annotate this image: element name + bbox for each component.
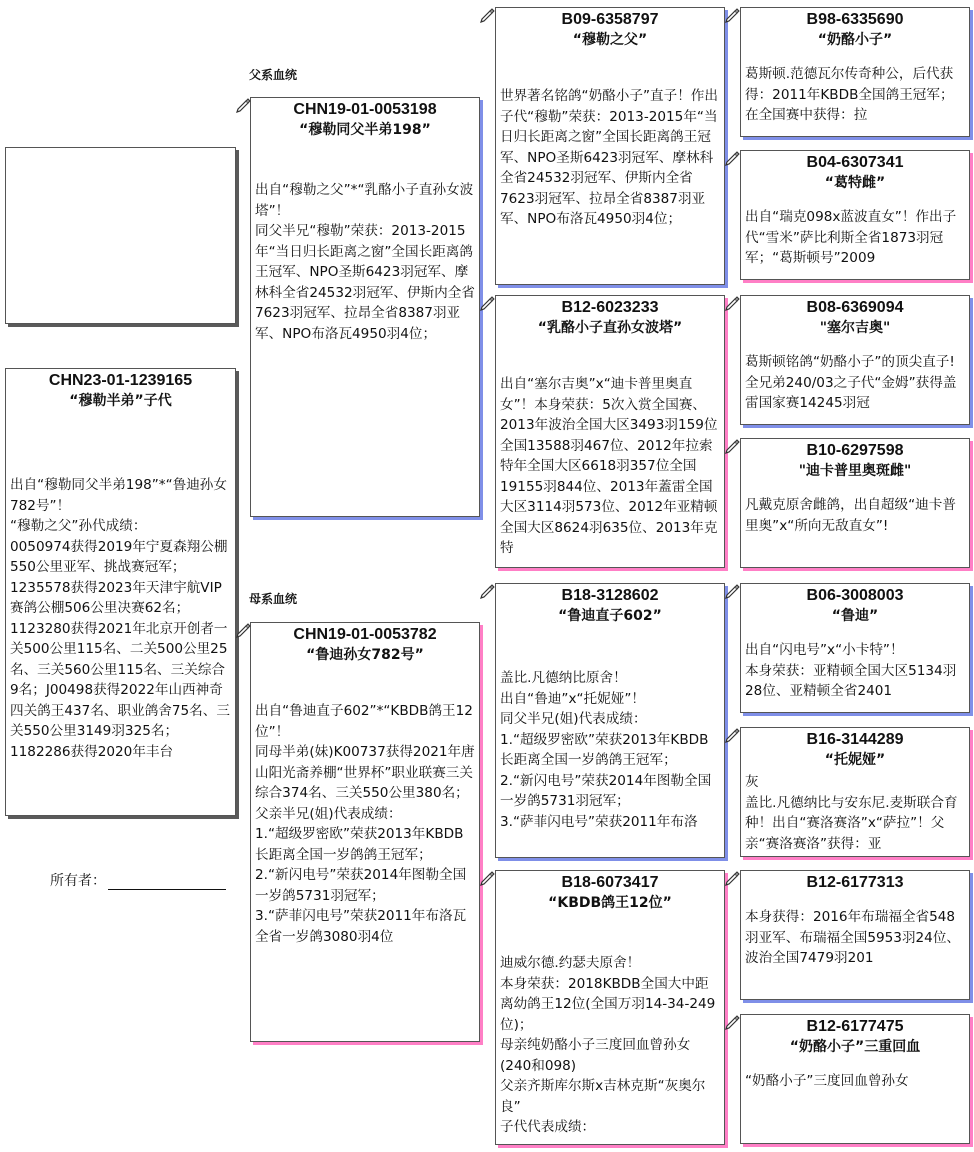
dss-card [740, 583, 970, 713]
sdd-card [740, 438, 970, 568]
edit-pen-icon[interactable] [479, 870, 495, 886]
dss-ring-number: B06-3008003 [806, 587, 904, 604]
dss-description: 出自“闪电号”x“小卡特”！ 本身荣获：亚精顿全国大区5134羽28位、亚精顿全省2401 [745, 642, 957, 699]
sire-sire-ring-number: B09-6358797 [561, 11, 659, 28]
sire-dam-card [495, 295, 725, 568]
sire-name: “穆勒同父半弟198” [299, 122, 431, 138]
dam-dam-name: “KBDB鸽王12位” [548, 895, 672, 911]
dsd-ring-number: B16-3144289 [806, 731, 904, 748]
owner-field [50, 870, 226, 890]
paternal-label: 父系血统 [249, 68, 298, 82]
dsd-card [740, 727, 970, 857]
dsd-description: 灰 盖比.凡德纳比与安东尼.麦斯联合育种！出自“赛洛赛洛”x“萨拉”！父亲“赛洛赛洛”获得：亚 [745, 774, 958, 852]
sire-card [250, 97, 480, 517]
subject-card [5, 368, 236, 816]
sdd-name: "迪卡普里奥斑雌" [798, 463, 912, 479]
edit-pen-icon[interactable] [724, 150, 740, 166]
edit-pen-icon[interactable] [235, 622, 251, 638]
edit-pen-icon[interactable] [724, 438, 740, 454]
edit-pen-icon[interactable] [724, 727, 740, 743]
pigeon-photo-frame [5, 147, 236, 324]
sire-sire-description: 世界著名铭鸽“奶酪小子”直子！作出子代“穆勒”荣获：2013-2015年“当日归长距离之窗”全国长距离鸽王冠军、NPO圣斯6423羽冠军、摩林科全省24532羽冠军、伊斯内全省7623羽冠军、拉昂全省8387羽亚军、NPO布洛瓦4950羽4位； [500, 88, 718, 227]
sds-description: 葛斯顿铭鸽“奶酪小子”的顶尖直子!全兄弟240/03之子代“金姆”获得盖雷国家赛14245羽冠 [745, 354, 957, 411]
subject-description: 出自“穆勒同父半弟198”*“鲁迪孙女782号”！ “穆勒之父”孙代成绩： 0050974获得2019年宁夏森翔公棚550公里亚军、挑战赛冠军； 1235578获得2023年天津宇航VIP赛鸽公棚506公里决赛62名； 1123280获得2021年北京开创者一关500公里115名、二关500公里25名、三关560公里115名、三关综合9名；J00498获得2022年山西神奇四关鸽王437名、职业鸽舍75名、三关550公里3149羽325名； 1182286获得2020年丰台 [10, 477, 230, 760]
ddd-card [740, 1014, 970, 1144]
sire-description: 出自“穆勒之父”*“乳酪小子直孙女波塔”！ 同父半兄“穆勒”荣获：2013-2015年“当日归长距离之窗”全国长距离鸽王冠军、NPO圣斯6423羽冠军、摩林科全省24532羽冠军、伊斯内全省7623羽冠军、拉昂全省8387羽亚军、NPO布洛瓦4950羽4位； [255, 182, 475, 342]
sdd-description: 凡戴克原舍雌鸽，出自超级“迪卡普里奥”x“所向无敌直女”! [745, 497, 956, 534]
sire-dam-name: “乳酪小子直孙女波塔” [537, 320, 683, 336]
subject-ring-number: CHN23-01-1239165 [48, 372, 193, 389]
ddd-ring-number: B12-6177475 [806, 1018, 904, 1035]
ssd-name: “葛特雌” [824, 175, 886, 191]
sds-name: "塞尔吉奥" [819, 320, 891, 336]
ssd-ring-number: B04-6307341 [806, 154, 904, 171]
dam-description: 出自“鲁迪直子602”*“KBDB鸽王12位”！ 同母半弟(妹)K00737获得2021年唐山阳光斋养棚“世界杯”职业联赛三关综合374名、三关550公里380名； 父亲半兄(姐)代表成绩： 1.“超级罗密欧”荣获2013年KBDB长距离全国一岁鸽鸽王冠军； 2.“新闪电号”荣获2014年图勒全国一岁鸽5731羽冠军； 3.“萨菲闪电号”荣获2011年布洛瓦全省一岁鸽3080羽4位 [255, 703, 475, 945]
owner-label: 所有者： [50, 873, 106, 889]
edit-pen-icon[interactable] [724, 870, 740, 886]
sss-card [740, 7, 970, 137]
sire-dam-description: 出自“塞尔吉奥”x“迪卡普里奥直女”！本身荣获：5次入赏全国赛、2013年波治全国大区3493羽159位全国13588羽467位、2012年拉索特年全国大区6618羽357位全国19155羽844位、2013年蓋雷全国大区3114羽573位、2012年亚精顿全国大区8624羽635位、2013年克特 [500, 376, 718, 556]
edit-pen-icon[interactable] [479, 583, 495, 599]
sss-description: 葛斯顿.范德瓦尔传奇种公，后代获得：2011年KBDB全国鸽王冠军；在全国赛中获得：拉 [745, 66, 954, 123]
owner-line [108, 875, 226, 890]
sire-sire-name: “穆勒之父” [572, 32, 648, 48]
maternal-label: 母系血统 [249, 592, 298, 606]
dam-name: “鲁迪孙女782号” [306, 647, 424, 663]
dds-card [740, 870, 970, 1000]
sss-ring-number: B98-6335690 [806, 11, 904, 28]
dds-ring-number: B12-6177313 [806, 874, 904, 891]
dam-dam-ring-number: B18-6073417 [561, 874, 659, 891]
sdd-ring-number: B10-6297598 [806, 442, 904, 459]
dam-ring-number: CHN19-01-0053782 [293, 626, 437, 643]
sds-card [740, 295, 970, 425]
dam-sire-card [495, 583, 725, 858]
dam-sire-ring-number: B18-3128602 [561, 587, 659, 604]
dam-sire-description: 盖比.凡德纳比原舍！ 出自“鲁迪”x“托妮娅”！ 同父半兄(姐)代表成绩： 1.“超级罗密欧”荣获2013年KBDB长距离全国一岁鸽鸽王冠军； 2.“新闪电号”荣获2014年图勒全国一岁鸽5731羽冠军； 3.“萨菲闪电号”荣获2011年布洛 [500, 670, 712, 830]
dam-sire-name: “鲁迪直子602” [558, 608, 662, 624]
subject-name: “穆勒半弟”子代 [69, 393, 172, 409]
sire-sire-card [495, 7, 725, 285]
edit-pen-icon[interactable] [479, 7, 495, 23]
edit-pen-icon[interactable] [479, 295, 495, 311]
edit-pen-icon[interactable] [724, 583, 740, 599]
edit-pen-icon[interactable] [724, 1014, 740, 1030]
dds-description: 本身获得：2016年布瑞福全省548羽亚军、布瑞福全国5953羽24位、波治全国7479羽201 [745, 909, 961, 966]
dsd-name: “托妮娅” [824, 752, 886, 768]
edit-pen-icon[interactable] [724, 295, 740, 311]
sire-ring-number: CHN19-01-0053198 [293, 101, 437, 118]
dam-card [250, 622, 480, 1042]
dam-dam-card [495, 870, 725, 1145]
dss-name: “鲁迪” [831, 608, 879, 624]
sire-dam-ring-number: B12-6023233 [561, 299, 659, 316]
sss-name: “奶酪小子” [817, 32, 893, 48]
edit-pen-icon[interactable] [724, 7, 740, 23]
ddd-name: “奶酪小子”三重回血 [789, 1039, 921, 1055]
dam-dam-description: 迪威尔德.约瑟夫原舍！ 本身荣获：2018KBDB全国大中距离幼鸽王12位(全国万羽14-34-249位)； 母亲纯奶酪小子三度回血曾孙女(240和098) 父亲齐斯库尔斯x吉林克斯“灰奥尔良” 子代代表成绩： [500, 955, 716, 1135]
ssd-card [740, 150, 970, 280]
ssd-description: 出自“瑞克098x蓝波直女”！作出子代“雪米”萨比利斯全省1873羽冠军；“葛斯顿号”2009 [745, 209, 957, 266]
ddd-description: “奶酪小子”三度回血曾孙女 [745, 1073, 909, 1089]
sds-ring-number: B08-6369094 [806, 299, 904, 316]
edit-pen-icon[interactable] [235, 97, 251, 113]
